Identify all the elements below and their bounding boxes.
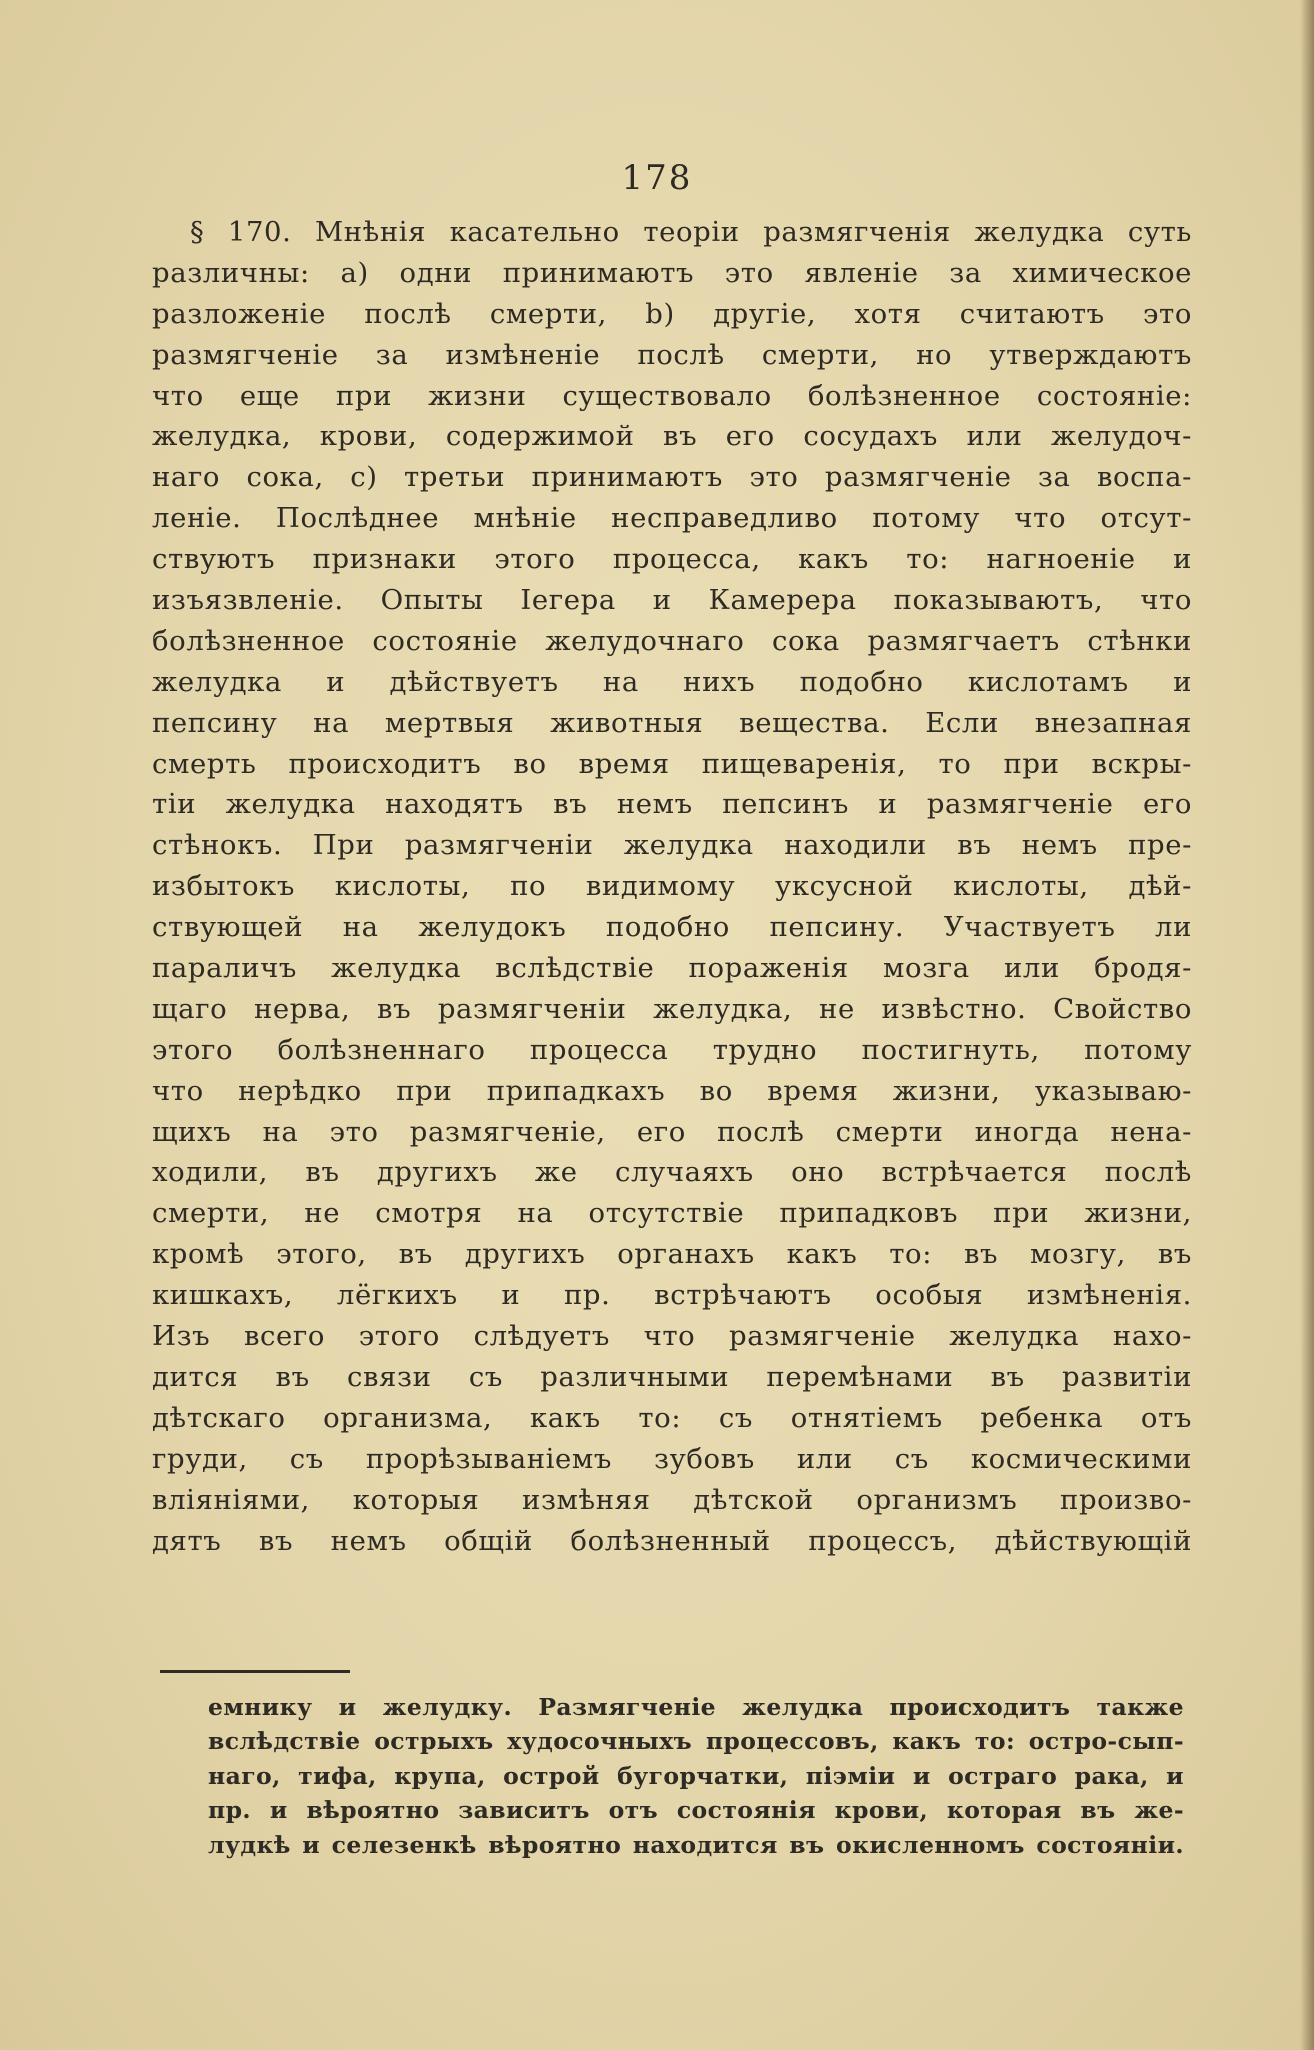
text-line: желудка и дѣйствуетъ на нихъ подобно кислотамъ и — [152, 665, 1192, 698]
text-line: Изъ всего этого слѣдуетъ что размягченіе желудка нахо- — [152, 1320, 1192, 1353]
main-text-block — [152, 212, 1192, 1561]
text-line: размягченіе за измѣненіе послѣ смерти, но утверждаютъ — [152, 338, 1192, 371]
text-line: щихъ на это размягченіе, его послѣ смерти иногда нена- — [152, 1115, 1192, 1148]
footnote-line: вслѣдствіе острыхъ худосочныхъ процессовъ, какъ то: остро-сып- — [208, 1727, 1184, 1756]
text-line: пепсину на мертвыя животныя вещества. Если внезапная — [152, 706, 1192, 739]
text-line: избытокъ кислоты, по видимому уксусной кислоты, дѣй- — [152, 870, 1192, 903]
text-line: изъязвленіе. Опыты Іегера и Камерера показываютъ, что — [152, 584, 1192, 617]
text-line: кишкахъ, лёгкихъ и пр. встрѣчаютъ особыя измѣненія. — [152, 1279, 1192, 1312]
text-line: ходили, въ другихъ же случаяхъ оно встрѣчается послѣ — [152, 1156, 1192, 1189]
text-line: § 170. Мнѣнія касательно теоріи размягченія желудка суть — [190, 216, 1192, 248]
footnote-block — [208, 1690, 1184, 1862]
text-line: щаго нерва, въ размягченіи желудка, не извѣстно. Свойство — [152, 992, 1192, 1025]
text-line: дится въ связи съ различными перемѣнами въ развитіи — [152, 1360, 1192, 1393]
footnote-line: наго, тифа, крупа, острой бугорчатки, піэміи и остраго рака, и — [208, 1761, 1184, 1790]
text-line: леніе. Послѣднее мнѣніе несправедливо потому что отсут- — [152, 502, 1192, 535]
text-line: параличъ желудка вслѣдствіе пораженія мозга или бродя- — [152, 952, 1192, 985]
text-line: болѣзненное состояніе желудочнаго сока размягчаетъ стѣнки — [152, 624, 1192, 657]
footnote-line: емнику и желудку. Размягченіе желудка происходитъ также — [208, 1693, 1184, 1721]
text-line: желудка, крови, содержимой въ его сосудахъ или желудоч- — [152, 420, 1192, 453]
text-line: дятъ въ немъ общій болѣзненный процессъ, дѣйствующій — [152, 1524, 1192, 1557]
page-number: 178 — [621, 158, 693, 198]
text-line: стѣнокъ. При размягченіи желудка находили въ немъ пре- — [152, 829, 1192, 862]
text-line: груди, съ прорѣзываніемъ зубовъ или съ космическими — [152, 1442, 1192, 1475]
page-edge-shadow — [1300, 0, 1314, 2050]
text-line: смерти, не смотря на отсутствіе припадковъ при жизни, — [152, 1197, 1192, 1230]
text-line: что нерѣдко при припадкахъ во время жизни, указываю- — [152, 1074, 1192, 1107]
text-line: разложеніе послѣ смерти, b) другіе, хотя считаютъ это — [152, 297, 1192, 330]
text-line: ствующей на желудокъ подобно пепсину. Участвуетъ ли — [152, 911, 1192, 944]
footnote-separator — [160, 1670, 350, 1673]
footnote-line: лудкѣ и селезенкѣ вѣроятно находится въ окисленномъ состояніи. — [208, 1830, 1184, 1859]
text-line: тіи желудка находятъ въ немъ пепсинъ и размягченіе его — [152, 788, 1192, 821]
text-line: наго сока, c) третьи принимаютъ это размягченіе за воспа- — [152, 461, 1192, 494]
text-line: что еще при жизни существовало болѣзненное состояніе: — [152, 379, 1192, 412]
text-line: кромѣ этого, въ другихъ органахъ какъ то: въ мозгу, въ — [152, 1238, 1192, 1271]
text-line: смерть происходитъ во время пищеваренія, то при вскры- — [152, 747, 1192, 780]
footnote-line: пр. и вѣроятно зависитъ отъ состоянія крови, которая въ же- — [208, 1796, 1184, 1825]
text-line: вліяніями, которыя измѣняя дѣтской организмъ произво- — [152, 1483, 1192, 1516]
text-line: дѣтскаго организма, какъ то: съ отнятіемъ ребенка отъ — [152, 1401, 1192, 1434]
text-line: ствуютъ признаки этого процесса, какъ то: нагноеніе и — [152, 543, 1192, 576]
text-line: этого болѣзненнаго процесса трудно постигнуть, потому — [152, 1033, 1192, 1066]
text-line: различны: а) одни принимаютъ это явленіе за химическое — [152, 256, 1192, 289]
